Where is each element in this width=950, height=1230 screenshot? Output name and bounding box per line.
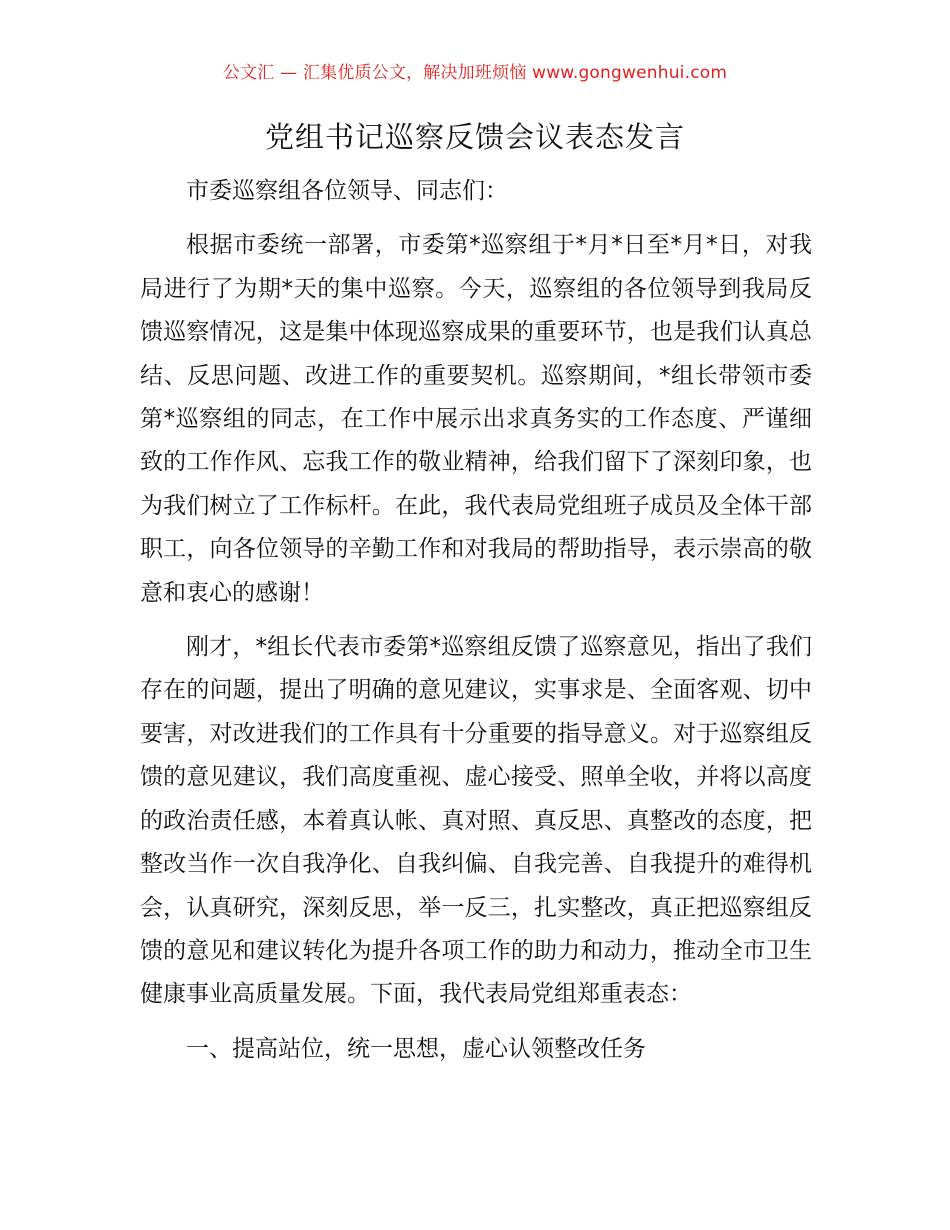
- paragraph-1: 根据市委统一部署，市委第*巡察组于*月*日至*月*日，对我局进行了为期*天的集中巡察。今天，巡察组的各位领导到我局反馈巡察情况，这是集中体现巡察成果的重要环节，也是我们认真总结、反思问题、改进工作的重要契机。巡察期间，*组长带领市委第*巡察组的同志，在工作中展示出求真务实的工作态度、严谨细致的工作作风、忘我工作的敬业精神，给我们留下了深刻印象，也为我们树立了工作标杆。在此，我代表局党组班子成员及全体干部职工，向各位领导的辛勤工作和对我局的帮助指导，表示崇高的敬意和衷心的感谢！: [140, 232, 812, 606]
- header-banner: 公文汇 — 汇集优质公文，解决加班烦恼 www.gongwenhui.com: [222, 63, 728, 83]
- salutation: 市委巡察组各位领导、同志们：: [186, 178, 508, 204]
- paragraph-2: 刚才，*组长代表市委第*巡察组反馈了巡察意见，指出了我们存在的问题，提出了明确的意见建议，实事求是、全面客观、切中要害，对改进我们的工作具有十分重要的指导意义。对于巡察组反馈的意见建议，我们高度重视、虚心接受、照单全收，并将以高度的政治责任感，本着真认帐、真对照、真反思、真整改的态度，把整改当作一次自我净化、自我纠偏、自我完善、自我提升的难得机会，认真研究，深刻反思，举一反三，扎实整改，真正把巡察组反馈的意见和建议转化为提升各项工作的助力和动力，推动全市卫生健康事业高质量发展。下面，我代表局党组郑重表态：: [140, 634, 812, 1008]
- section-heading: 一、提高站位，统一思想，虚心认领整改任务: [186, 1035, 646, 1062]
- document-title: 党组书记巡察反馈会议表态发言: [264, 120, 685, 154]
- document-body: [140, 170, 812, 1071]
